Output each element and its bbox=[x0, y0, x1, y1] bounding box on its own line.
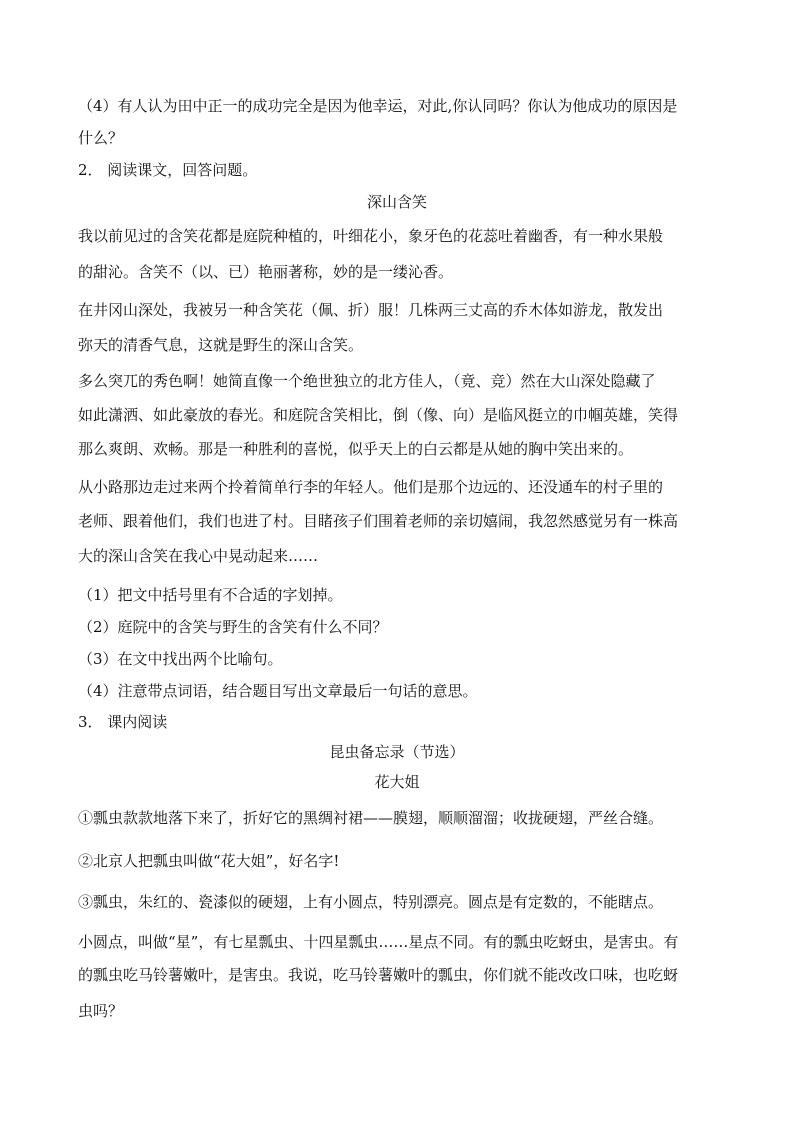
q2-p2-line1: 在井冈山深处，我被另一种含笑花（佩、折）服！几株两三丈高的乔木体如游龙，散发出 bbox=[78, 301, 664, 319]
q2-heading: 2． 阅读课文，回答问题。 bbox=[78, 161, 258, 179]
q3-passage-title: 昆虫备忘录（节选） bbox=[329, 743, 465, 761]
q2-p2-line2: 弥天的清香气息，这就是野生的深山含笑。 bbox=[78, 336, 364, 354]
q2-passage-title: 深山含笑 bbox=[366, 193, 427, 211]
q2-p1-line2: 的甜沁。含笑不（以、已）艳丽著称，妙的是一缕沁香。 bbox=[78, 263, 454, 281]
q2-p4-line3: 大的深山含笑在我心中晃动起来…… bbox=[78, 547, 319, 565]
q2-p3-line1: 多么突兀的秀色啊！她简直像一个绝世独立的北方佳人，（竟、竞）然在大山深处隐藏了 bbox=[78, 372, 656, 390]
q3-para-3-line3: 的瓢虫吃马铃薯嫩叶，是害虫。我说，吃马铃薯嫩叶的瓢虫，你们就不能改改口味，也吃蚜 bbox=[78, 966, 679, 984]
q2-question-2: （2）庭院中的含笑与野生的含笑有什么不同？ bbox=[78, 618, 388, 636]
q3-para-1: ①瓢虫款款地落下来了，折好它的黑绸衬裙——膜翅，顺顺溜溜；收拢硬翅，严丝合缝。 bbox=[78, 809, 664, 827]
q3-para-3-line1: ③瓢虫，朱红的、瓷漆似的硬翅，上有小圆点，特别漂亮。圆点是有定数的，不能瞎点。 bbox=[78, 893, 664, 911]
q3-para-3-line4: 虫吗？ bbox=[78, 1002, 124, 1020]
q2-p4-line1: 从小路那边走过来两个拎着简单行李的年轻人。他们是那个边远的、还没通车的村子里的 bbox=[78, 478, 664, 496]
q3-para-2: ②北京人把瓢虫叫做“花大姐”，好名字! bbox=[78, 852, 340, 870]
q3-para-3-line2: 小圆点，叫做“星”，有七星瓢虫、十四星瓢虫……星点不同。有的瓢虫吃蚜虫，是害虫。有 bbox=[78, 933, 679, 951]
q2-p4-line2: 老师、跟着他们，我们也进了村。目睹孩子们围着老师的亲切嬉闹，我忽然感觉另有一株高 bbox=[78, 512, 679, 530]
q2-p3-line3: 那么爽朗、欢畅。那是一种胜利的喜悦，似乎天上的白云都是从她的胸中笑出来的。 bbox=[78, 440, 634, 458]
q2-question-4: （4）注意带点词语，结合题目写出文章最后一句话的意思。 bbox=[78, 682, 478, 700]
q3-passage-subtitle: 花大姐 bbox=[374, 773, 420, 791]
q3-heading: 3． 课内阅读 bbox=[78, 713, 168, 731]
q1-sub4-line2: 什么？ bbox=[78, 129, 124, 147]
q2-question-1: （1）把文中括号里有不合适的字划掉。 bbox=[78, 586, 343, 604]
q2-p3-line2: 如此潇洒、如此豪放的春光。和庭院含笑相比，倒（像、向）是临风挺立的巾帼英雄，笑得 bbox=[78, 406, 679, 424]
q2-p1-line1: 我以前见过的含笑花都是庭院种植的，叶细花小，象牙色的花蕊吐着幽香，有一种水果般 bbox=[78, 227, 664, 245]
q1-sub4-line1: （4）有人认为田中正一的成功完全是因为他幸运，对此,你认同吗？你认为他成功的原因是 bbox=[78, 97, 678, 115]
q2-question-3: （3）在文中找出两个比喻句。 bbox=[78, 650, 283, 668]
